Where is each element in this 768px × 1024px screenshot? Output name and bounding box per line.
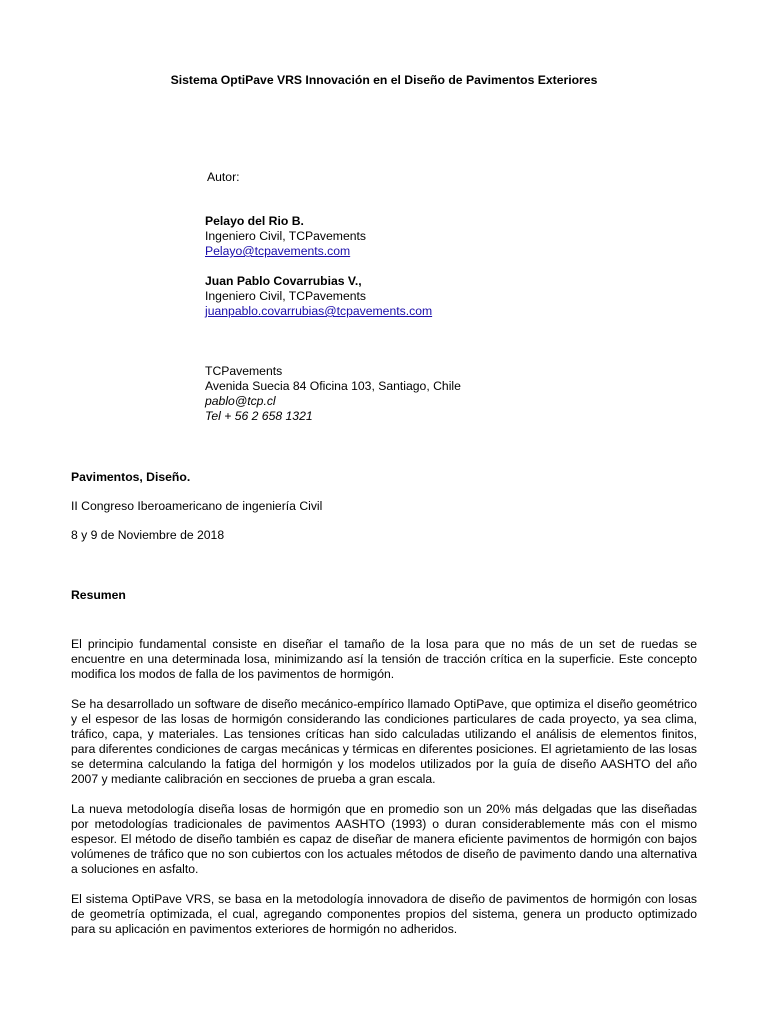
event-date: 8 y 9 de Noviembre de 2018 xyxy=(71,528,225,542)
abstract-paragraph: Se ha desarrollado un software de diseño mecánico-empírico llamado OptiPave, que optimiza el diseño geométrico y el espesor de las losas de hormigón considerando las condiciones particulares de cada proyecto, ya sea clima, tráfico, capa, y materiales. Las tensiones críticas han sido calculadas utilizando el análisis de elementos finitos, para diferentes condiciones de cargas mecánicas y térmicas en diferentes posiciones. El agrietamiento de las losas se determina calculando la fatiga del hormigón y los modelos utilizados por la guía de diseño AASHTO del año 2007 y mediante calibración en secciones de prueba a gran escala. xyxy=(71,697,697,786)
org-phone: Tel + 56 2 658 1321 xyxy=(205,409,313,423)
abstract-body xyxy=(71,637,697,952)
abstract-paragraph: El sistema OptiPave VRS, se basa en la metodología innovadora de diseño de pavimentos de hormigón con losas de geometría optimizada, el cual, agregando componentes propios del sistema, genera un producto optimizado para su aplicación en pavimentos exteriores de hormigón no adheridos. xyxy=(71,892,697,936)
author-role: Ingeniero Civil, TCPavements xyxy=(205,289,366,303)
author-label: Autor: xyxy=(207,170,240,184)
abstract-heading: Resumen xyxy=(71,588,126,602)
author-2 xyxy=(205,274,705,319)
author-role: Ingeniero Civil, TCPavements xyxy=(205,229,366,243)
author-name: Juan Pablo Covarrubias V., xyxy=(205,274,362,288)
congress-name: II Congreso Iberoamericano de ingeniería Civil xyxy=(71,499,323,513)
org-address: Avenida Suecia 84 Oficina 103, Santiago, Chile xyxy=(205,379,461,393)
org-email: pablo@tcp.cl xyxy=(205,394,276,408)
author-email-link[interactable]: juanpablo.covarrubias@tcpavements.com xyxy=(205,304,433,318)
keywords: Pavimentos, Diseño. xyxy=(71,470,191,484)
author-1 xyxy=(205,214,705,259)
abstract-paragraph: El principio fundamental consiste en diseñar el tamaño de la losa para que no más de un set de ruedas se encuentre en una determinada losa, minimizando así la tensión de tracción crítica en la superficie. Este concepto modifica los modos de falla de los pavimentos de hormigón. xyxy=(71,637,697,681)
abstract-paragraph: La nueva metodología diseña losas de hormigón que en promedio son un 20% más delgadas que las diseñadas por metodologías tradicionales de pavimentos AASHTO (1993) o duran considerablemente más con el mismo espesor. El método de diseño también es capaz de diseñar de manera eficiente pavimentos de hormigón con bajos volúmenes de tráfico que no son cubiertos con los actuales métodos de diseño de pavimento dando una alternativa a soluciones en asfalto. xyxy=(71,802,697,876)
author-block xyxy=(205,170,705,319)
author-name: Pelayo del Rio B. xyxy=(205,214,304,228)
paper-title: Sistema OptiPave VRS Innovación en el Diseño de Pavimentos Exteriores xyxy=(170,73,598,87)
org-name: TCPavements xyxy=(205,364,283,378)
organization-block xyxy=(205,364,705,424)
author-email-link[interactable]: Pelayo@tcpavements.com xyxy=(205,244,351,258)
